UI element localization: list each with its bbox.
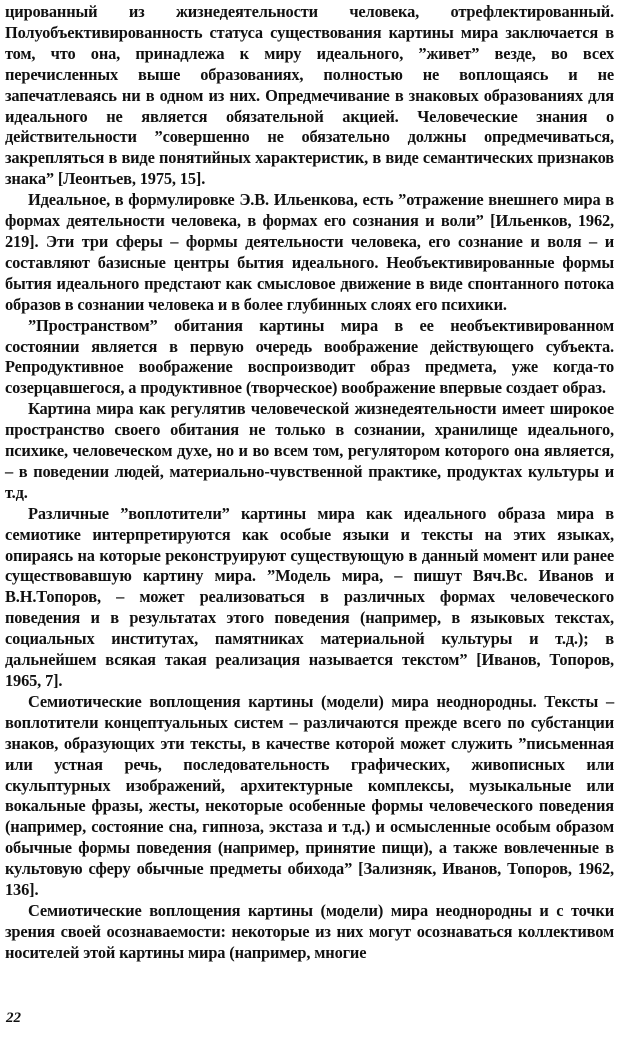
paragraph-awareness: Семиотические воплощения картины (модели) мира неоднородны и с точки зрения своей осознаваемости: некоторые из них могут осознаваться коллективом носителей этой картины мира (например, многие <box>5 900 614 962</box>
paragraph-regulative: Картина мира как регулятив человеческой жизнедеятельности имеет широкое пространство своего обитания не только в сознании, хранилище идеального, психике, человеческом духе, но и во всем том, регулятором которого она является, – в поведении людей, материально-чувственной практике, продуктах культуры и т.д. <box>5 399 614 502</box>
paragraph-ilyenkov: Идеальное, в формулировке Э.В. Ильенкова, есть ”отражение внешнего мира в формах деятельности человека, в формах его сознания и воли” [Ильенков, 1962, 219]. Эти три сферы – формы деятельности человека, его сознание и воля – и составляют базисные центры бытия идеального. Необъективированные формы бытия идеального предстают как смысловое движение в виде спонтанного потока образов в сознании человека и в более глубинных слоях его психики. <box>5 190 614 314</box>
page-number: 22 <box>6 1010 21 1026</box>
paragraph-space-of-habitation: ”Пространством” обитания картины мира в ее необъективированном состоянии является в первую очередь воображение действующего субъекта. Репродуктивное воображение воспроизводит образ предмета, уже когда-то созерцавшегося, а продуктивное (творческое) воображение впервые создает образ. <box>5 315 614 398</box>
paragraph-continuation: цированный из жизнедеятельности человека, отрефлектированный. Полуобъективированность статуса существования картины мира заключается в том, что она, принадлежа к миру идеального, ”живет” везде, во всех перечисленных выше образованиях, полностью не воплощаясь и не запечатлеваясь ни в одном из них. Опредмечивание в знаковых образованиях для идеального не является обязательной акцией. Человеческие знания о действительности ”совершенно не обязательно должны опредмечиваться, закрепляться в виде понятийных характеристик, в виде семантических признаков знака” [Леонтьев, 1975, 15]. <box>5 2 614 189</box>
paragraph-semiotic-heterogeneity: Семиотические воплощения картины (модели) мира неоднородны. Тексты – воплотители концептуальных систем – различаются прежде всего по субстанции знаков, образующих эти тексты, в качестве которой может служить ”письменная или устная речь, последовательность графических, живописных или скульптурных изображений, архитектурные комплексы, музыкальные или вокальные фразы, жесты, некоторые особенные формы человеческого поведения (например, состояние сна, гипноза, экстаза и т.д.) и осмысленные особым образом обычные формы поведения (например, принятие пищи), а также вовлеченные в культовую сферу обычные предметы обихода” [Зализняк, Иванов, Топоров, 1962, 136]. <box>5 691 614 900</box>
paragraph-embodiers: Различные ”воплотители” картины мира как идеального образа мира в семиотике интерпретируются как особые языки и тексты на этих языках, опираясь на которые реконструируют существующую в данный момент или ранее существовавшую картину мира. ”Модель мира, – пишут Вяч.Вс. Иванов и В.Н.Топоров, – может реализоваться в различных формах человеческого поведения и в результатах этого поведения (например, в языковых текстах, социальных институтах, памятниках материальной культуры и т.д.); в дальнейшем всякая такая реализация называется текстом” [Иванов, Топоров, 1965, 7]. <box>5 503 614 690</box>
body-text <box>5 2 614 964</box>
